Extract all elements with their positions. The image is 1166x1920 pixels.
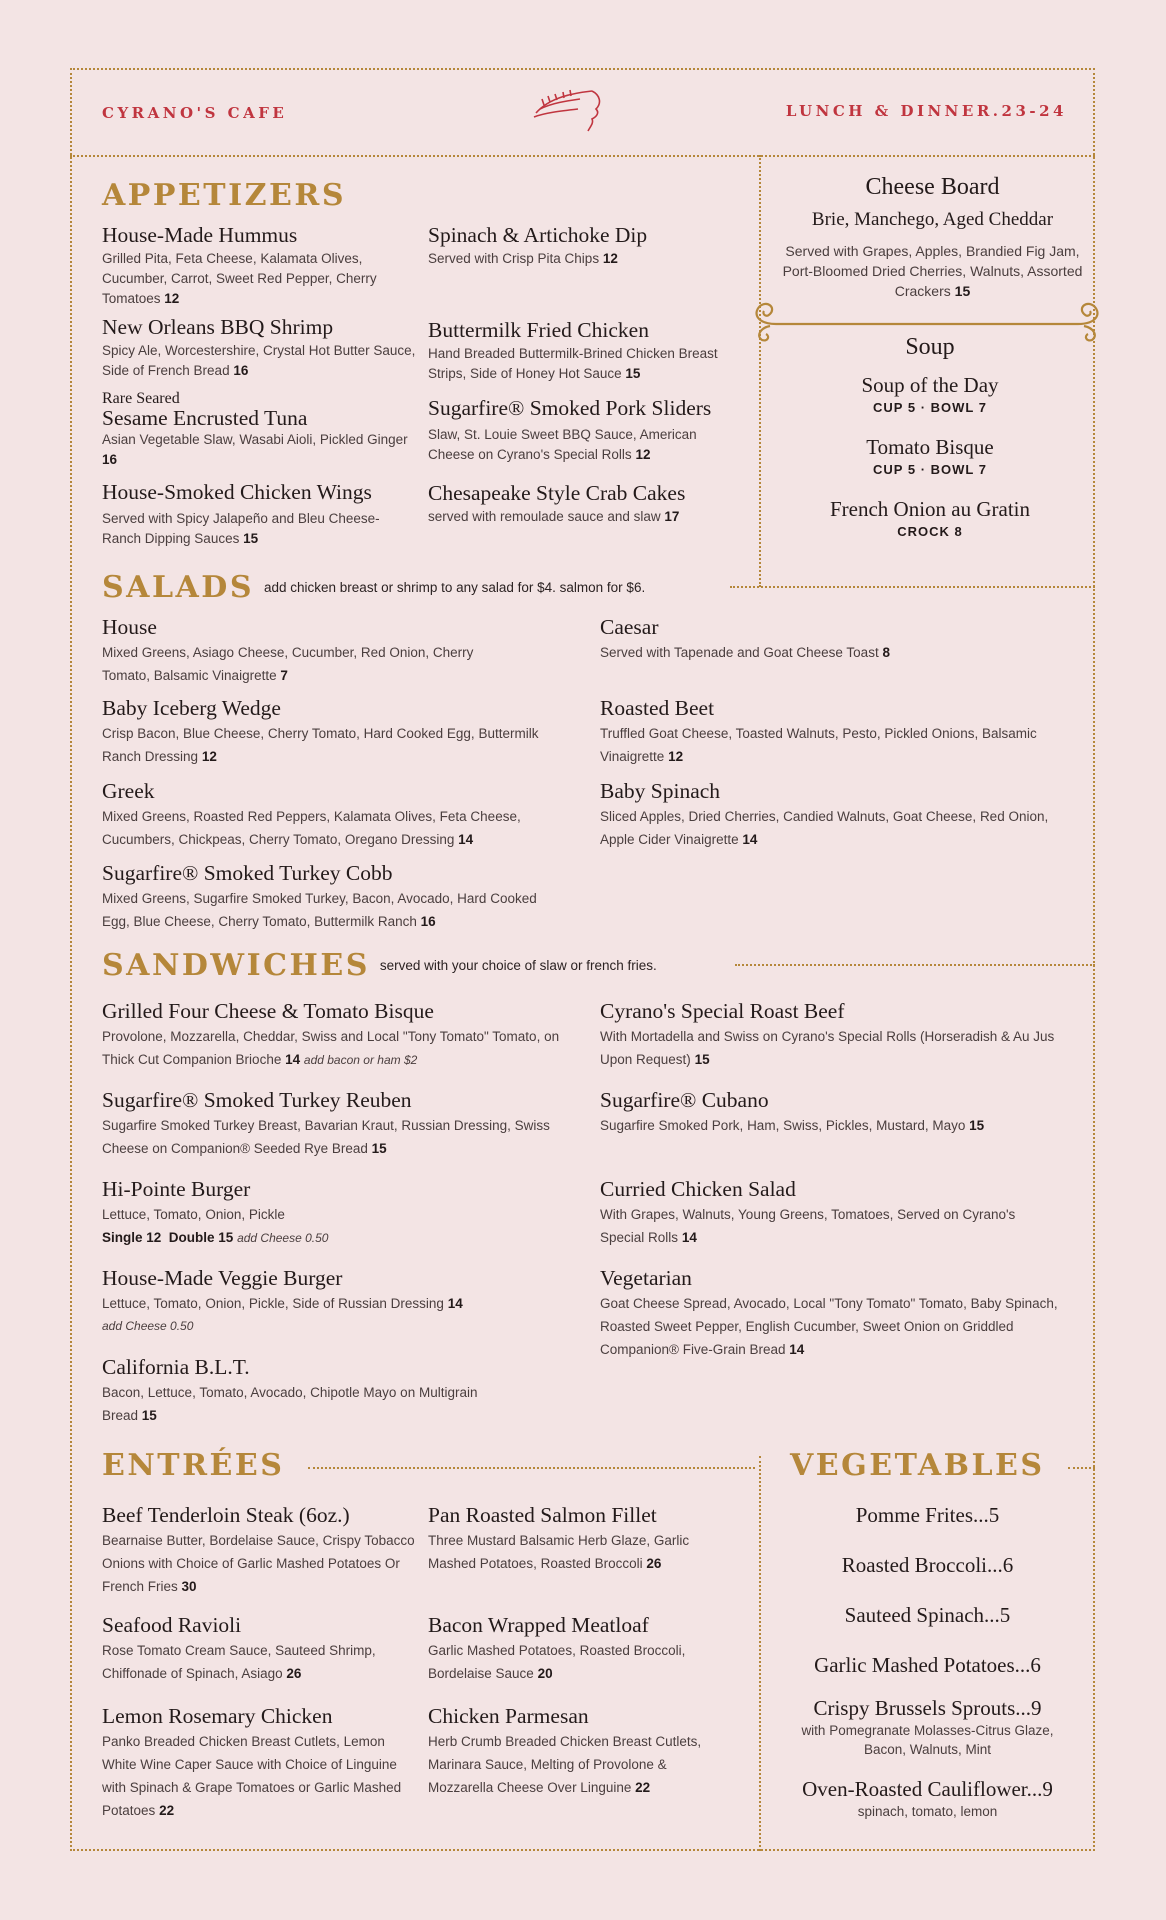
item-desc: Sliced Apples, Dried Cherries, Candied Walnuts, Goat Cheese, Red Onion, Apple Cider Vinaigrette 14 [600,809,1049,847]
item-name: Baby Spinach [600,779,721,803]
vegetable-item [760,1696,1095,1759]
appetizer-item [102,222,412,309]
soup-price: CUP 5 · BOWL 7 [873,462,987,477]
item-name: Caesar [600,615,659,639]
salad-item [600,614,1080,664]
vegetable-item [760,1603,1095,1628]
item-prefix: Rare Seared [102,390,180,407]
item-desc: Truffled Goat Cheese, Toasted Walnuts, Pesto, Pickled Onions, Balsamic Vinaigrette 12 [600,726,1037,764]
item-desc: Hand Breaded Buttermilk-Brined Chicken Breast Strips, Side of Honey Hot Sauce 15 [428,346,718,381]
item-name: Sauteed Spinach...5 [844,1603,1011,1627]
soup-name: French Onion au Gratin [829,497,1031,521]
soup-item [775,435,1085,477]
item-name: Chesapeake Style Crab Cakes [428,481,686,505]
soup-item [775,373,1085,415]
item-desc: Sugarfire Smoked Pork, Ham, Swiss, Pickles, Mustard, Mayo 15 [600,1118,985,1133]
item-name: Sesame Encrusted Tuna [102,406,308,430]
cyrano-quill-logo-icon [530,83,610,135]
item-desc: Served with Tapenade and Goat Cheese Toast 8 [600,645,890,660]
item-desc: with Pomegranate Molasses-Citrus Glaze, Bacon, Walnuts, Mint [801,1723,1054,1757]
item-desc: Crisp Bacon, Blue Cheese, Cherry Tomato, Hard Cooked Egg, Buttermilk Ranch Dressing 12 [102,726,539,764]
soup-title: Soup [905,334,955,360]
item-desc: Slaw, St. Louie Sweet BBQ Sauce, American Cheese on Cyrano's Special Rolls 12 [428,427,697,462]
salad-item [102,695,582,768]
cheese-board-title: Cheese Board [865,174,1000,200]
item-name: Sugarfire® Cubano [600,1088,769,1112]
item-name: Bacon Wrapped Meatloaf [428,1613,649,1637]
appetizers-title: APPETIZERS [102,178,346,213]
soup-name: Tomato Bisque [866,435,994,459]
appetizer-item [102,479,417,549]
item-desc: Mixed Greens, Sugarfire Smoked Turkey, Bacon, Avocado, Hard Cooked Egg, Blue Cheese, Cherry Tomato, Buttermilk Ranch 16 [102,891,537,929]
item-name: Grilled Four Cheese & Tomato Bisque [102,999,434,1023]
sandwich-item [102,1176,582,1250]
salad-item [102,614,582,687]
sandwiches-title: SANDWICHES [102,948,370,983]
appetizer-item [428,222,738,269]
header-divider [70,155,1095,157]
salads-divider [730,586,1095,588]
sandwich-item [102,1354,582,1427]
item-name: Sugarfire® Smoked Turkey Reuben [102,1088,412,1112]
item-name: Chicken Parmesan [428,1704,589,1728]
item-desc: Mixed Greens, Roasted Red Peppers, Kalamata Olives, Feta Cheese, Cucumbers, Chickpeas, Cherry Tomato, Oregano Dressing 14 [102,809,521,847]
item-name: Roasted Beet [600,696,715,720]
item-desc: Provolone, Mozzarella, Cheddar, Swiss and Local "Tony Tomato" Tomato, on Thick Cut Companion Brioche 14 add bacon or ham $2 [102,1029,560,1067]
soup-item [775,497,1085,539]
cheese-board-desc: Served with Grapes, Apples, Brandied Fig Jam, Port-Bloomed Dried Cherries, Walnuts, Assorted Crackers 15 [782,243,1083,299]
soup-section [775,334,1085,539]
item-desc: Served with Crisp Pita Chips 12 [428,251,618,266]
salad-item [600,778,1080,851]
entree-item [428,1612,738,1685]
entree-item [102,1612,417,1685]
salad-item [102,860,582,933]
appetizer-item [102,390,417,470]
entrees-divider [308,1467,755,1469]
item-extra: add Cheese 0.50 [102,1319,194,1333]
item-desc: Mixed Greens, Asiago Cheese, Cucumber, Red Onion, Cherry Tomato, Balsamic Vinaigrette 7 [102,645,474,683]
sandwich-item [600,1265,1080,1361]
item-name: Cyrano's Special Roast Beef [600,999,845,1023]
cheese-board [780,174,1085,301]
item-price-line: Single 12 Double 15 add Cheese 0.50 [102,1230,329,1245]
soup-price: CUP 5 · BOWL 7 [873,400,987,415]
item-name: Buttermilk Fried Chicken [428,318,649,342]
sandwich-item [600,1176,1080,1249]
entree-item [428,1502,738,1575]
item-desc: Lettuce, Tomato, Onion, Pickle, Side of Russian Dressing 14 [102,1296,463,1311]
appetizer-item [102,314,417,381]
item-name: Garlic Mashed Potatoes...6 [814,1653,1041,1677]
item-name: Spinach & Artichoke Dip [428,223,648,247]
appetizer-item [428,480,738,527]
item-desc: Rose Tomato Cream Sauce, Sauteed Shrimp, Chiffonade of Spinach, Asiago 26 [102,1643,376,1681]
vegetable-item [760,1777,1095,1821]
item-name: Sugarfire® Smoked Turkey Cobb [102,861,393,885]
soup-price: CROCK 8 [897,524,963,539]
item-desc: Three Mustard Balsamic Herb Glaze, Garlic Mashed Potatoes, Roasted Broccoli 26 [428,1533,690,1571]
item-desc: Grilled Pita, Feta Cheese, Kalamata Olives, Cucumber, Carrot, Sweet Red Pepper, Cherry Tomatoes 12 [102,251,377,306]
item-desc: spinach, tomato, lemon [857,1804,998,1819]
item-desc: Goat Cheese Spread, Avocado, Local "Tony Tomato" Tomato, Baby Spinach, Roasted Sweet Pepper, English Cucumber, Sweet Onion on Griddled Companion® Five-Grain Bread 14 [600,1296,1058,1357]
item-name: Curried Chicken Salad [600,1177,796,1201]
sandwich-item [102,1265,582,1338]
item-desc: served with remoulade sauce and slaw 17 [428,509,680,524]
item-name: House [102,615,157,639]
sandwiches-heading [102,948,657,983]
item-name: Pomme Frites...5 [855,1503,1000,1527]
menu-label: LUNCH & DINNER.23-24 [785,102,1067,120]
item-name: New Orleans BBQ Shrimp [102,315,334,339]
item-name: Seafood Ravioli [102,1613,242,1637]
salads-note: add chicken breast or shrimp to any salad for $4. salmon for $6. [264,580,646,595]
appetizer-item [428,395,738,465]
item-name: House-Smoked Chicken Wings [102,480,372,504]
vegetable-item [760,1553,1095,1578]
item-desc: With Mortadella and Swiss on Cyrano's Special Rolls (Horseradish & Au Jus Upon Request) 15 [600,1029,1055,1067]
sandwiches-note: served with your choice of slaw or french fries. [379,958,657,973]
item-name: Sugarfire® Smoked Pork Sliders [428,396,712,420]
sandwich-item [102,1087,582,1160]
item-name: Oven-Roasted Cauliflower...9 [802,1777,1053,1801]
cafe-name: CYRANO'S CAFE [102,104,288,122]
item-name: House-Made Hummus [102,223,298,247]
vegetables-title: VEGETABLES [790,1448,1045,1483]
item-name: Pan Roasted Salmon Fillet [428,1503,657,1527]
item-name: Roasted Broccoli...6 [841,1553,1014,1577]
appetizer-item [428,317,738,384]
item-desc: Asian Vegetable Slaw, Wasabi Aioli, Pickled Ginger 16 [102,432,408,467]
item-name: Greek [102,779,155,803]
item-desc: Bacon, Lettuce, Tomato, Avocado, Chipotle Mayo on Multigrain Bread 15 [102,1385,478,1423]
salad-item [600,695,1080,768]
item-desc: Sugarfire Smoked Turkey Breast, Bavarian Kraut, Russian Dressing, Swiss Cheese on Companion® Seeded Rye Bread 15 [102,1118,550,1156]
salads-heading [102,570,645,605]
sandwich-item [600,998,1080,1071]
right-column-divider [759,155,761,587]
entree-item [102,1703,417,1822]
sandwiches-divider [735,964,1095,966]
entree-item [428,1703,718,1799]
cheese-board-subtitle: Brie, Manchego, Aged Cheddar [811,209,1054,230]
item-desc: With Grapes, Walnuts, Young Greens, Tomatoes, Served on Cyrano's Special Rolls 14 [600,1207,1016,1245]
item-name: Beef Tenderloin Steak (6oz.) [102,1503,350,1527]
vegetables-right-divider [1068,1467,1095,1469]
item-desc: Panko Breaded Chicken Breast Cutlets, Lemon White Wine Caper Sauce with Choice of Linguine with Spinach & Grape Tomatoes or Garlic Mashed Potatoes 22 [102,1734,402,1818]
salad-item [102,778,582,851]
item-desc: Bearnaise Butter, Bordelaise Sauce, Crispy Tobacco Onions with Choice of Garlic Mashed Potatoes Or French Fries 30 [102,1533,415,1594]
item-desc: Served with Spicy Jalapeño and Bleu Cheese-Ranch Dipping Sauces 15 [102,511,380,546]
vegetable-item [760,1503,1095,1528]
entree-item [102,1502,417,1598]
item-desc: Lettuce, Tomato, Onion, Pickle [102,1207,285,1222]
soup-name: Soup of the Day [861,373,999,397]
entrees-title: ENTRÉES [102,1448,285,1483]
item-name: Vegetarian [600,1266,692,1290]
sandwich-item [102,998,582,1072]
item-name: Hi-Pointe Burger [102,1177,251,1201]
item-name: California B.L.T. [102,1355,250,1379]
item-desc: Spicy Ale, Worcestershire, Crystal Hot Butter Sauce, Side of French Bread 16 [102,343,416,378]
vegetable-item [760,1653,1095,1678]
sandwich-item [600,1087,1080,1137]
item-name: House-Made Veggie Burger [102,1266,343,1290]
item-name: Lemon Rosemary Chicken [102,1704,333,1728]
item-name: Crispy Brussels Sprouts...9 [813,1696,1042,1720]
salads-title: SALADS [102,570,254,605]
item-desc: Herb Crumb Breaded Chicken Breast Cutlets, Marinara Sauce, Melting of Provolone & Mozzarella Cheese Over Linguine 22 [428,1734,702,1795]
item-name: Baby Iceberg Wedge [102,696,281,720]
item-desc: Garlic Mashed Potatoes, Roasted Broccoli, Bordelaise Sauce 20 [428,1643,686,1681]
